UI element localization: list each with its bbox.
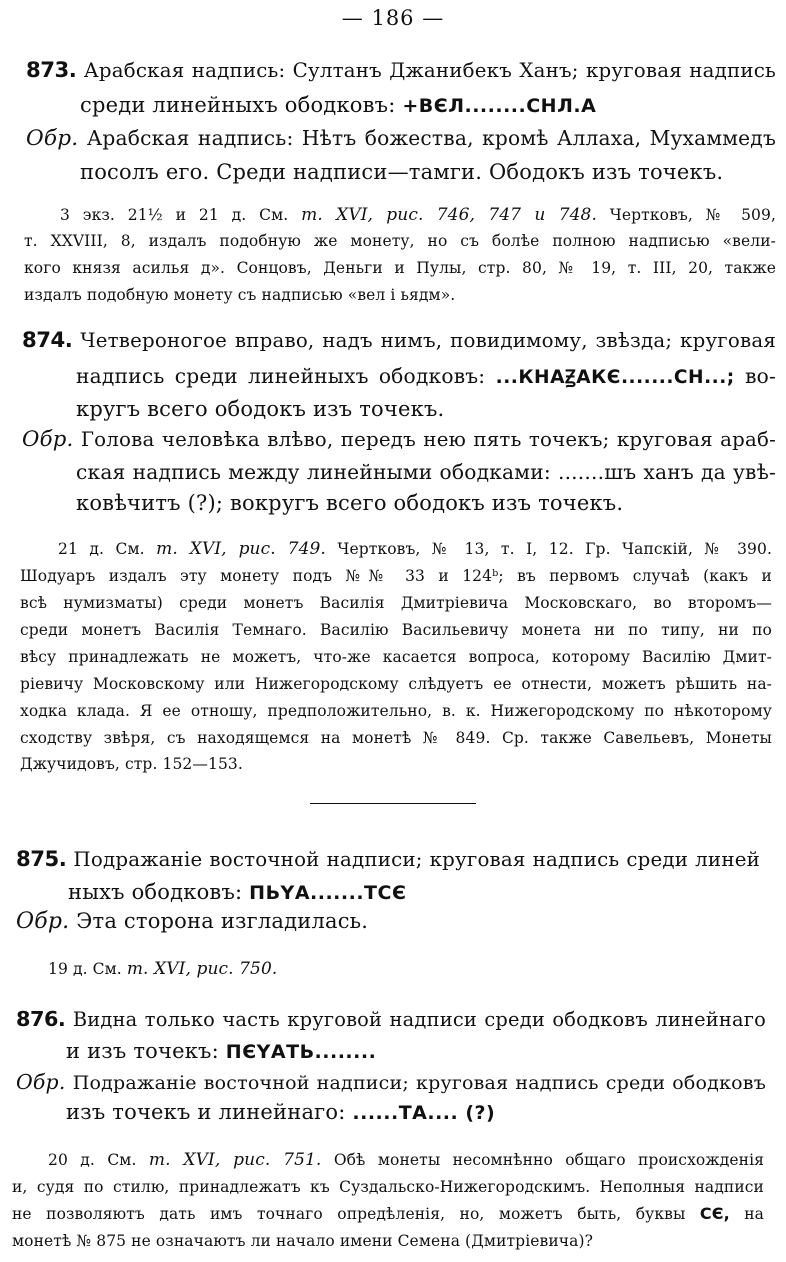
obverse-label: Обр. <box>22 426 74 451</box>
note-874-line-7: ходка клада. Я ее отношу, предположительно, в. к. Нижегородскому по нѣкоторому <box>20 702 772 720</box>
entry-874-line-2 <box>76 362 776 392</box>
coin-inscription: +ВЄЛ........СНЛ.А <box>402 95 597 117</box>
entry-number: 874. <box>22 327 73 352</box>
note-874-line-2: Шодуаръ издалъ эту монету подъ №№ 33 и 124ᵇ; въ первомъ случаѣ (какъ и <box>20 567 772 585</box>
coin-inscription: ...КНАꙂАКЄ.......СН...; <box>495 367 735 388</box>
entry-874-line-3: кругъ всего ободокъ изъ точекъ. <box>76 397 445 421</box>
entry-text: во- <box>745 364 777 388</box>
obverse-label: Обр. <box>16 909 70 934</box>
entry-873-line-1 <box>26 56 776 85</box>
entry-876-obr-2 <box>66 1098 495 1127</box>
entry-text: среди линейныхъ ободковъ: <box>80 93 396 117</box>
plate-reference: т. XVI, рис. 750. <box>126 959 278 979</box>
obverse-text: посолъ его. Среди надписи—тамги. Ободокъ изъ точекъ. <box>80 160 724 184</box>
note-876-line-3 <box>12 1202 764 1226</box>
note-874-line-1 <box>58 537 772 561</box>
note-873-line-3: кого князя асилья д». Сонцовъ, Деньги и Пулы, стр. 80, № 19, т. III, 20, также <box>24 259 776 277</box>
note-text: 20 д. См. <box>48 1151 137 1169</box>
note-876-line-4: монетѣ № 875 не означаютъ ли начало имени Семена (Дмитріевича)? <box>12 1232 594 1250</box>
entry-873-line-2 <box>80 91 596 120</box>
note-873-line-4: издалъ подобную монету съ надписью «вел і ьядм». <box>24 286 456 304</box>
entry-875-obr-1 <box>16 907 368 936</box>
note-874-line-8: сходству звѣря, съ находящемся на монетѣ № 849. Ср. также Савельевъ, Монеты <box>20 729 772 747</box>
obverse-text: Арабская надпись: Нѣтъ божества, кромѣ Аллаха, Мухаммедъ <box>86 126 776 150</box>
entry-text: и изъ точекъ: <box>66 1039 219 1063</box>
note-874-line-3: всѣ нумизматы) среди монетъ Василія Дмитріевича Московскаго, во второмъ— <box>20 594 772 612</box>
entry-874-obr-3: ковѣчитъ (?); вокругъ всего ободокъ изъ точекъ. <box>76 491 624 515</box>
entry-876-line-1 <box>16 1005 766 1034</box>
obverse-text: изъ точекъ и линейнаго: <box>66 1100 346 1124</box>
note-text: 3 экз. 21½ и 21 д. См. <box>60 206 289 224</box>
note-text: Чертковъ, № 509, <box>609 206 776 224</box>
obverse-text: Подражаніе восточной надписи; круговая надпись среди ободковъ <box>72 1072 766 1094</box>
note-874-line-5: вѣсу принадлежать не можетъ, что-же касается вопроса, которому Василію Дмит- <box>20 648 772 666</box>
coin-inscription: СЄ, <box>699 1204 730 1223</box>
note-874-line-6: ріевичу Московскому или Нижегородскому слѣдуетъ ее отнести, можетъ рѣшить на- <box>20 675 772 693</box>
coin-inscription: ПЄYАТЬ........ <box>225 1041 377 1063</box>
entry-number: 875. <box>16 846 67 871</box>
coin-inscription: ПЬYА.......ТСЄ <box>249 882 407 904</box>
plate-reference: т. XVI, рис. 749. <box>156 539 326 559</box>
note-text: не позволяютъ дать имъ точнаго опредѣленія, но, можетъ быть, буквы <box>12 1205 686 1223</box>
note-875-line-1 <box>48 957 277 981</box>
entry-874-obr-2: ская надпись между линейными ободками: .......шъ ханъ да увѣ- <box>76 460 776 484</box>
note-874-line-4: среди монетъ Василія Темнаго. Василію Васильевичу монета ни по типу, ни по <box>20 621 772 639</box>
note-text: 19 д. См. <box>48 960 122 978</box>
entry-text: ныхъ ободковъ: <box>68 880 243 904</box>
obverse-text: Голова человѣка влѣво, передъ нею пять точекъ; круговая араб- <box>80 428 776 451</box>
note-876-line-1 <box>48 1148 764 1172</box>
note-874-line-9: Джучидовъ, стр. 152—153. <box>20 755 243 773</box>
note-873-line-1 <box>60 203 776 227</box>
entry-874-line-1 <box>22 326 776 355</box>
entry-text: Подражаніе восточной надписи; круговая надпись среди линей <box>73 848 760 871</box>
note-873-line-2: т. XXVIII, 8, издалъ подобную же монету, но съ болѣе полною надписью «вели- <box>24 232 776 250</box>
entry-876-obr-1 <box>16 1068 766 1097</box>
entry-873-obr-1 <box>26 124 776 153</box>
entry-text: Арабская надпись: Султанъ Джанибекъ Ханъ; круговая надпись <box>83 59 777 82</box>
coin-inscription: ......ТА.... (?) <box>352 1102 496 1124</box>
entry-number: 873. <box>26 57 77 82</box>
entry-874-obr-1 <box>22 425 776 454</box>
obverse-text: Эта сторона изгладилась. <box>76 909 369 933</box>
note-text: Обѣ монеты несомнѣнно общаго происхожденія <box>333 1151 765 1169</box>
entry-875-line-2 <box>68 878 406 907</box>
entry-875-line-1 <box>16 845 760 874</box>
obverse-label: Обр. <box>16 1070 66 1094</box>
note-text: на <box>744 1205 765 1223</box>
entry-text: Четвероногое вправо, надъ нимъ, повидимому, звѣзда; круговая <box>80 329 776 352</box>
entry-873-obr-2 <box>80 158 723 186</box>
note-text: 21 д. См. <box>58 540 145 558</box>
plate-reference: т. XVI, рис. 746, 747 и 748. <box>301 205 597 225</box>
note-text: Чертковъ, № 13, т. I, 12. Гр. Чапскій, № 390. <box>337 540 772 558</box>
entry-text: надпись среди линейныхъ ободковъ: <box>76 364 486 388</box>
entry-876-line-2 <box>66 1037 376 1066</box>
obverse-label: Обр. <box>26 126 79 151</box>
plate-reference: т. XVI, рис. 751. <box>148 1150 322 1170</box>
note-876-line-2: и, судя по стилю, принадлежатъ къ Суздальско-Нижегородскимъ. Неполныя надписи <box>12 1178 764 1196</box>
page-number: — 186 — <box>341 6 445 30</box>
section-divider <box>310 803 476 804</box>
entry-text: Видна только часть круговой надписи среди ободковъ линейнаго <box>72 1008 766 1031</box>
entry-number: 876. <box>16 1007 66 1031</box>
